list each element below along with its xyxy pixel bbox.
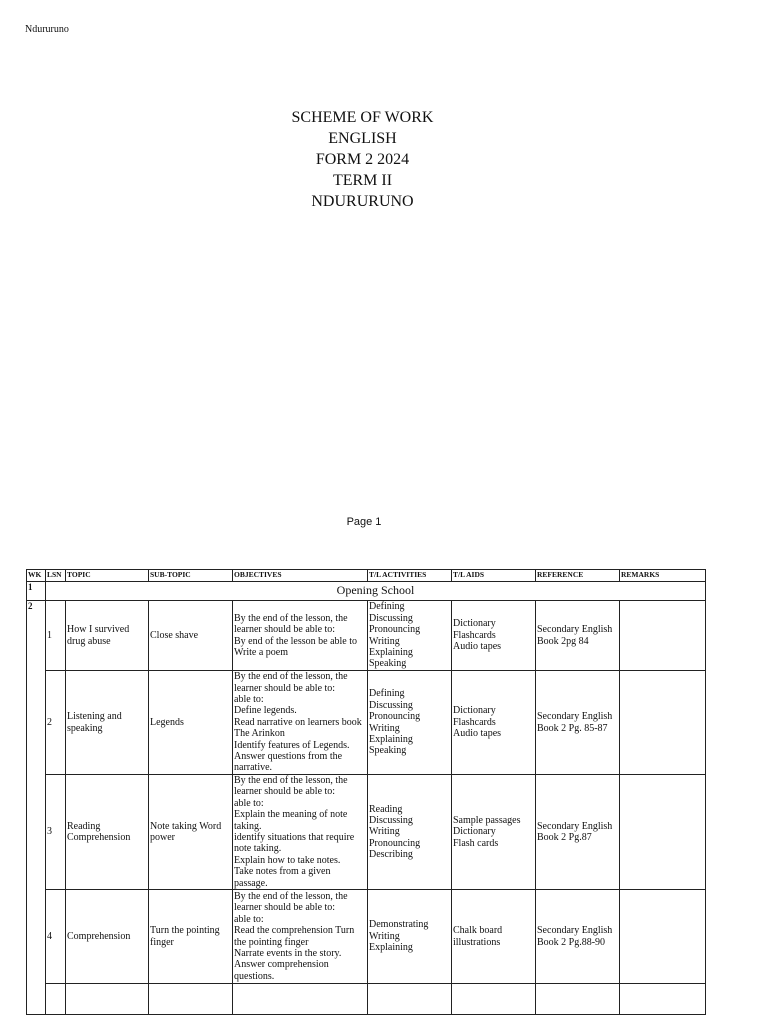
objectives-cell: By the end of the lesson, the learner should be able to: able to: Define legends. Read narrative on learners book The Arinkon Identify features of Legends. Answer questions from the narrative. <box>233 671 368 775</box>
title-line-2: ENGLISH <box>328 130 397 147</box>
table-row <box>27 601 706 671</box>
opening-school-cell: Opening School <box>46 582 706 601</box>
topic-cell <box>66 984 149 1015</box>
subtopic-cell: Turn the pointing finger <box>149 890 233 984</box>
objectives-cell: By the end of the lesson, the learner should be able to: By end of the lesson be able to Write a poem <box>233 601 368 671</box>
header-subtopic: SUB-TOPIC <box>149 570 233 582</box>
title-line-3: FORM 2 2024 <box>315 151 410 168</box>
reference-cell: Secondary English Book 2 Pg. 85-87 <box>536 671 620 775</box>
subtopic-cell: Close shave <box>149 601 233 671</box>
document-title <box>0 107 725 212</box>
topic-cell: Reading Comprehension <box>66 775 149 890</box>
header-wk: WK <box>27 570 46 582</box>
topic-cell: Listening and speaking <box>66 671 149 775</box>
scheme-of-work-table <box>26 569 706 1015</box>
aids-cell: Sample passages Dictionary Flash cards <box>452 775 536 890</box>
lesson-number: 2 <box>46 671 66 775</box>
title-line-1: SCHEME OF WORK <box>291 109 434 126</box>
remarks-cell <box>620 984 706 1015</box>
reference-cell: Secondary English Book 2 Pg.88-90 <box>536 890 620 984</box>
header-activities: T/L ACTIVITIES <box>368 570 452 582</box>
week-number: 2 <box>27 601 46 1015</box>
remarks-cell <box>620 601 706 671</box>
activities-cell: Defining Discussing Pronouncing Writing Explaining Speaking <box>368 671 452 775</box>
reference-cell: Secondary English Book 2 Pg.87 <box>536 775 620 890</box>
lesson-number: 1 <box>46 601 66 671</box>
activities-cell: Reading Discussing Writing Pronouncing Describing <box>368 775 452 890</box>
remarks-cell <box>620 775 706 890</box>
subtopic-cell <box>149 984 233 1015</box>
activities-cell <box>368 984 452 1015</box>
objectives-cell <box>233 984 368 1015</box>
aids-cell: Dictionary Flashcards Audio tapes <box>452 671 536 775</box>
objectives-cell: By the end of the lesson, the learner should be able to: able to: Read the comprehension Turn the pointing finger Narrate events in the story. Answer comprehension questions. <box>233 890 368 984</box>
subtopic-cell: Legends <box>149 671 233 775</box>
table-row <box>27 775 706 890</box>
table-row <box>27 984 706 1015</box>
reference-cell: Secondary English Book 2pg 84 <box>536 601 620 671</box>
reference-cell <box>536 984 620 1015</box>
aids-cell: Dictionary Flashcards Audio tapes <box>452 601 536 671</box>
topic-cell: Comprehension <box>66 890 149 984</box>
header-objectives: OBJECTIVES <box>233 570 368 582</box>
lesson-number <box>46 984 66 1015</box>
week-number: 1 <box>27 582 46 601</box>
header-reference: REFERENCE <box>536 570 620 582</box>
header-aids: T/L AIDS <box>452 570 536 582</box>
activities-cell: Demonstrating Writing Explaining <box>368 890 452 984</box>
page-number: Page 1 <box>346 516 382 528</box>
lesson-number: 4 <box>46 890 66 984</box>
header-remarks: REMARKS <box>620 570 706 582</box>
aids-cell: Chalk board illustrations <box>452 890 536 984</box>
week-1-row <box>27 582 706 601</box>
title-line-5: NDURURUNO <box>311 193 414 210</box>
table-header-row <box>27 570 706 582</box>
title-line-4: TERM II <box>332 172 393 189</box>
header-topic: TOPIC <box>66 570 149 582</box>
table-row <box>27 671 706 775</box>
remarks-cell <box>620 671 706 775</box>
header-school-name: Ndururuno <box>25 24 69 35</box>
objectives-cell: By the end of the lesson, the learner should be able to: able to: Explain the meaning of note taking. identify situations that require note taking. Explain how to take notes. Take notes from a given passage. <box>233 775 368 890</box>
subtopic-cell: Note taking Word power <box>149 775 233 890</box>
remarks-cell <box>620 890 706 984</box>
table-row <box>27 890 706 984</box>
lesson-number: 3 <box>46 775 66 890</box>
activities-cell: Defining Discussing Pronouncing Writing Explaining Speaking <box>368 601 452 671</box>
aids-cell <box>452 984 536 1015</box>
header-lsn: LSN <box>46 570 66 582</box>
topic-cell: How I survived drug abuse <box>66 601 149 671</box>
